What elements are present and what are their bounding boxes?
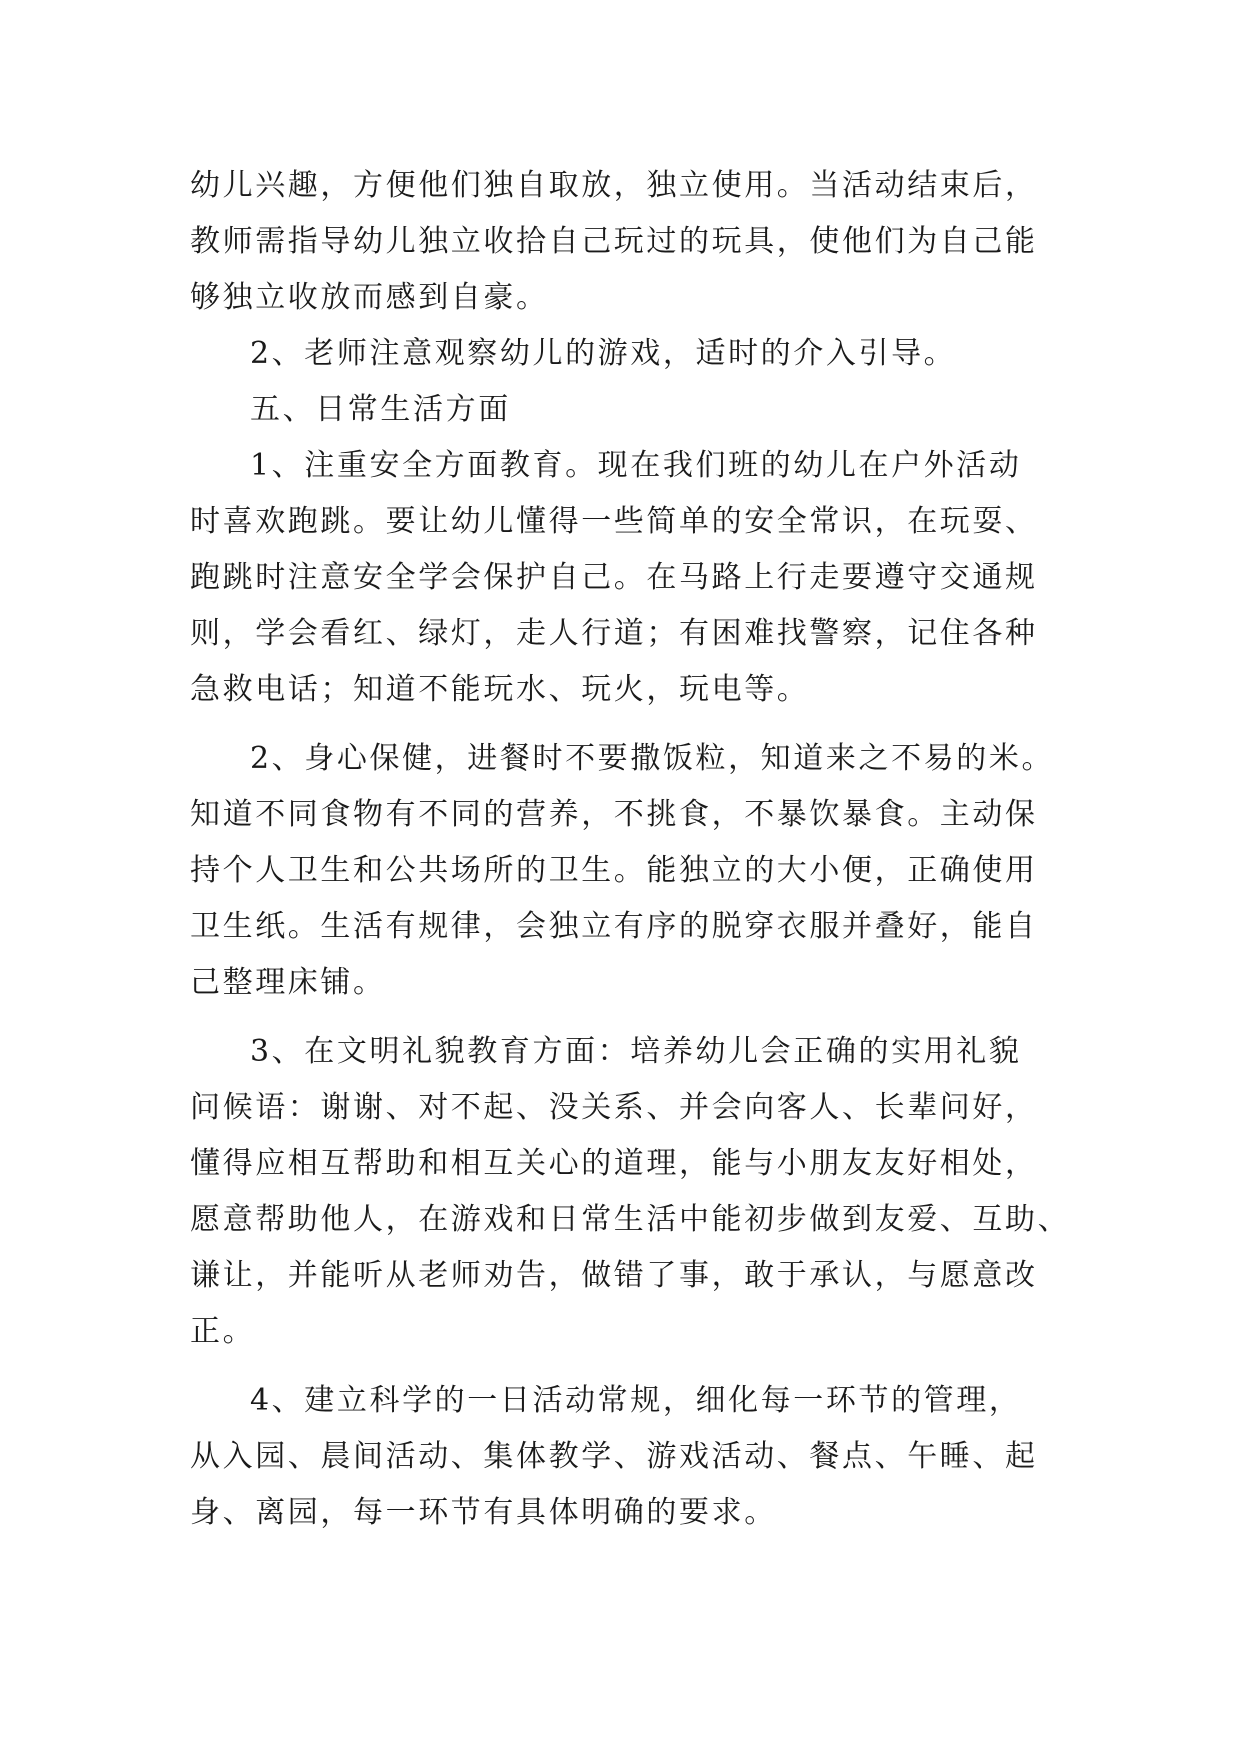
paragraph-start-line: 3、在文明礼貌教育方面：培养幼儿会正确的实用礼貌 bbox=[250, 1034, 1022, 1069]
text-line: 知道不同食物有不同的营养，不挑食，不暴饮暴食。主动保 bbox=[190, 797, 1038, 832]
paragraph-start-line: 2、老师注意观察幼儿的游戏，适时的介入引导。 bbox=[250, 336, 957, 371]
text-line: 持个人卫生和公共场所的卫生。能独立的大小便，正确使用 bbox=[190, 853, 1038, 888]
text-line: 懂得应相互帮助和相互关心的道理，能与小朋友友好相处， bbox=[190, 1146, 1038, 1181]
text-line: 从入园、晨间活动、集体教学、游戏活动、餐点、午睡、起 bbox=[190, 1439, 1038, 1474]
text-line: 问候语：谢谢、对不起、没关系、并会向客人、长辈问好， bbox=[190, 1090, 1038, 1125]
text-line: 谦让，并能听从老师劝告，做错了事，敢于承认，与愿意改 bbox=[190, 1258, 1038, 1293]
text-line: 急救电话；知道不能玩水、玩火，玩电等。 bbox=[190, 672, 810, 707]
paragraph-start-line: 1、注重安全方面教育。现在我们班的幼儿在户外活动 bbox=[250, 448, 1022, 483]
document-body bbox=[190, 158, 1071, 1541]
text-line: 卫生纸。生活有规律，会独立有序的脱穿衣服并叠好，能自 bbox=[190, 909, 1038, 944]
text-line: 教师需指导幼儿独立收拾自己玩过的玩具，使他们为自己能 bbox=[190, 224, 1038, 259]
text-line: 跑跳时注意安全学会保护自己。在马路上行走要遵守交通规 bbox=[190, 560, 1038, 595]
paragraph-start-line: 4、建立科学的一日活动常规，细化每一环节的管理， bbox=[250, 1383, 1022, 1418]
text-line: 幼儿兴趣，方便他们独自取放，独立使用。当活动结束后， bbox=[190, 168, 1038, 203]
text-line: 时喜欢跑跳。要让幼儿懂得一些简单的安全常识，在玩耍、 bbox=[190, 504, 1038, 539]
text-line: 身、离园，每一环节有具体明确的要求。 bbox=[190, 1495, 777, 1530]
text-line: 己整理床铺。 bbox=[190, 965, 386, 1000]
text-line: 正。 bbox=[190, 1314, 256, 1349]
text-line: 够独立收放而感到自豪。 bbox=[190, 280, 549, 315]
text-line: 则，学会看红、绿灯，走人行道；有困难找警察，记住各种 bbox=[190, 616, 1038, 651]
paragraph-start-line: 2、身心保健，进餐时不要撒饭粒，知道来之不易的米。 bbox=[250, 741, 1055, 776]
section-heading: 五、日常生活方面 bbox=[250, 392, 511, 427]
text-line: 愿意帮助他人，在游戏和日常生活中能初步做到友爱、互助、 bbox=[190, 1202, 1071, 1237]
